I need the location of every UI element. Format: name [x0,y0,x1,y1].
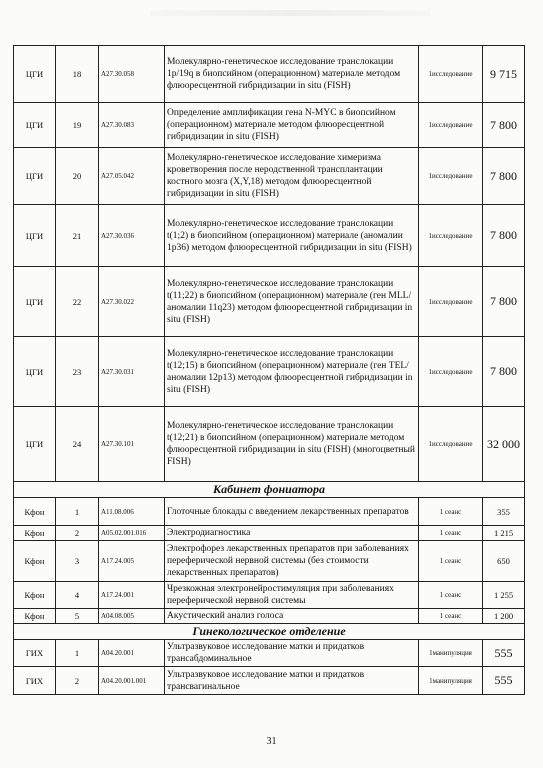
price-cell: 1 255 [483,582,525,609]
service-name-cell: Акустический анализ голоса [165,609,419,624]
service-name-cell: Молекулярно-генетическое исследование транслокации t(12;15) в биопсийном (операционном) материале (ген TEL/аномалии 12p13) методом флюоресцентной гибридизации in situ (FISH) [165,337,419,407]
page-number: 31 [266,736,277,747]
number-cell: 20 [56,148,99,205]
table-row [14,640,525,667]
dept-cell: ЦГИ [14,205,56,267]
code-cell: A27.30.083 [99,103,165,148]
number-cell: 24 [56,407,99,482]
number-cell: 3 [56,541,99,582]
price-cell: 650 [483,541,525,582]
number-cell: 21 [56,205,99,267]
unit-cell: 1исследование [419,103,483,148]
dept-cell: ЦГИ [14,267,56,337]
service-name-cell: Молекулярно-генетическое исследование транслокации t(12;21) в биопсийном (операционном) материале методом флюоресцентной гибридизации in situ (FISH) (многоцветный FISH) [165,407,419,482]
unit-cell: 1исследование [419,407,483,482]
dept-cell: ЦГИ [14,407,56,482]
number-cell: 1 [56,640,99,667]
dept-cell: Кфон [14,609,56,624]
code-cell: A04.08.005 [99,609,165,624]
section-header-row [14,482,525,498]
code-cell: A04.20.001.001 [99,667,165,695]
dept-cell: Кфон [14,582,56,609]
code-cell: A27.30.058 [99,46,165,103]
unit-cell: 1исследование [419,337,483,407]
service-name-cell: Молекулярно-генетическое исследование транслокации t(11;22) в биопсийном (операционном) материале (ген MLL/ аномалии 11q23) методом флюоресцентной гибридизации in situ (FISH) [165,267,419,337]
dept-cell: Кфон [14,526,56,541]
dept-cell: ЦГИ [14,337,56,407]
dept-cell: ГИХ [14,667,56,695]
number-cell: 2 [56,526,99,541]
unit-cell: 1манипуляция [419,667,483,695]
unit-cell: 1 сеанс [419,582,483,609]
scan-artifact [150,10,430,16]
service-name-cell: Молекулярно-генетическое исследование транслокации 1p/19q в биопсийном (операционном) материале методом флюоресцентной гибридизации in situ (FISH) [165,46,419,103]
service-name-cell: Глоточные блокады с введением лекарственных препаратов [165,498,419,526]
number-cell: 4 [56,582,99,609]
dept-cell: ЦГИ [14,46,56,103]
code-cell: A27.30.022 [99,267,165,337]
service-name-cell: Ультразвуковое исследование матки и придатков трансвагинальное [165,667,419,695]
code-cell: A04.20.001 [99,640,165,667]
price-table [13,45,525,695]
table-row [14,667,525,695]
number-cell: 5 [56,609,99,624]
price-cell: 7 800 [483,267,525,337]
section-header-row [14,624,525,640]
number-cell: 19 [56,103,99,148]
table-row [14,609,525,624]
code-cell: A27.05.042 [99,148,165,205]
number-cell: 23 [56,337,99,407]
dept-cell: Кфон [14,498,56,526]
section-title-gynecology: Гинекологическое отделение [14,624,525,640]
unit-cell: 1исследование [419,46,483,103]
unit-cell: 1 сеанс [419,498,483,526]
price-cell: 32 000 [483,407,525,482]
service-name-cell: Молекулярно-генетическое исследование химеризма кроветворения после неродственной трансплантации костного мозга (X,Y,18) методом флюоресцентной гибридизации in situ (FISH) [165,148,419,205]
table-row [14,46,525,103]
service-name-cell: Чрезкожная электронейростимуляция при заболеваниях переферической нервной системы [165,582,419,609]
table-row [14,337,525,407]
number-cell: 22 [56,267,99,337]
price-cell: 1 200 [483,609,525,624]
code-cell: A27.30.101 [99,407,165,482]
price-cell: 355 [483,498,525,526]
number-cell: 18 [56,46,99,103]
price-cell: 7 800 [483,103,525,148]
dept-cell: ЦГИ [14,148,56,205]
price-cell: 7 800 [483,205,525,267]
table-row [14,498,525,526]
price-cell: 555 [483,640,525,667]
price-cell: 9 715 [483,46,525,103]
unit-cell: 1манипуляция [419,640,483,667]
table-row [14,103,525,148]
service-name-cell: Определение амплификации гена N-MYC в биопсийном (операционном) материале методом флюоресцентной гибридизации in situ (FISH) [165,103,419,148]
code-cell: A27.30.031 [99,337,165,407]
price-cell: 1 215 [483,526,525,541]
code-cell: A17.24.001 [99,582,165,609]
unit-cell: 1 сеанс [419,526,483,541]
table-row [14,541,525,582]
code-cell: A27.30.036 [99,205,165,267]
unit-cell: 1 сеанс [419,609,483,624]
price-cell: 7 800 [483,337,525,407]
dept-cell: ЦГИ [14,103,56,148]
dept-cell: ГИХ [14,640,56,667]
table-row [14,407,525,482]
table-row [14,205,525,267]
unit-cell: 1исследование [419,148,483,205]
code-cell: A17.24.005 [99,541,165,582]
dept-cell: Кфон [14,541,56,582]
code-cell: A11.08.006 [99,498,165,526]
unit-cell: 1 сеанс [419,541,483,582]
table-row [14,267,525,337]
unit-cell: 1исследование [419,205,483,267]
table-row [14,148,525,205]
service-name-cell: Электрофорез лекарственных препаратов при заболеваниях переферической нервной системы (без стоимости лекарственных препаратов) [165,541,419,582]
table-row [14,582,525,609]
number-cell: 1 [56,498,99,526]
price-cell: 7 800 [483,148,525,205]
price-cell: 555 [483,667,525,695]
service-name-cell: Молекулярно-генетическое исследование транслокации t(1;2) в биопсийном (операционном) материале (аномалии 1p36) методом флюоресцентной гибридизации in situ (FISH) [165,205,419,267]
service-name-cell: Электродиагностика [165,526,419,541]
table-row [14,526,525,541]
number-cell: 2 [56,667,99,695]
service-name-cell: Ультразвуковое исследование матки и придатков трансабдоминальное [165,640,419,667]
unit-cell: 1исследование [419,267,483,337]
code-cell: A05.02.001.016 [99,526,165,541]
section-title-phoniatrist: Кабинет фониатора [14,482,525,498]
